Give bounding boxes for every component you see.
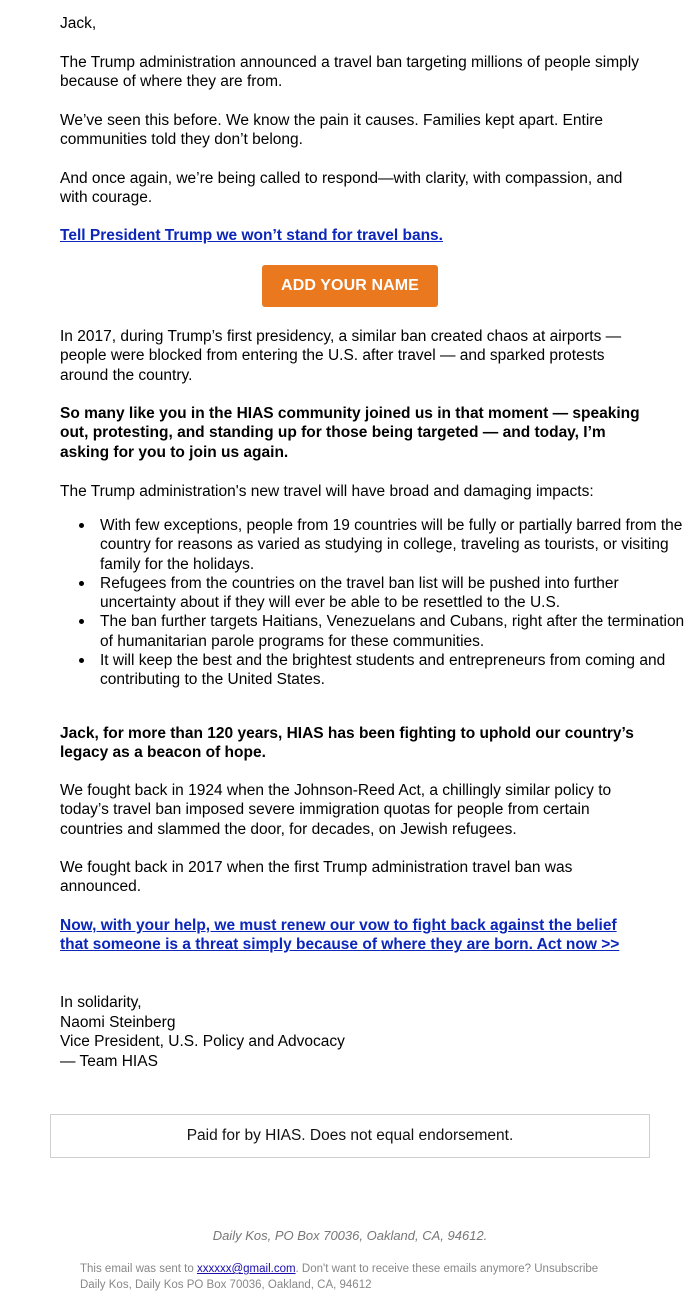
tell-president-link[interactable]: Tell President Trump we won’t stand for travel bans. (60, 227, 443, 244)
bullet-icon (79, 658, 84, 663)
list-item: Refugees from the countries on the travel ban list will be pushed into further uncertainty about if they will ever be able to be resettled to the U.S. (100, 574, 690, 613)
act-now-link[interactable]: Now, with your help, we must renew our vow to fight back against the belief that someone is a threat simply because of where they are born. Act now >> (60, 917, 620, 954)
list-item: It will keep the best and the brightest students and entrepreneurs from coming and contributing to the United States. (100, 651, 690, 690)
bullet-icon (79, 581, 84, 586)
signoff-closing: In solidarity, (60, 994, 142, 1011)
legacy-paragraph: Jack, for more than 120 years, HIAS has been fighting to uphold our country’s legacy as a beacon of hope. (60, 725, 634, 762)
list-item: The ban further targets Haitians, Venezuelans and Cubans, right after the termination of humanitarian parole programs for these communities. (100, 612, 690, 651)
intro-paragraph-1: The Trump administration announced a travel ban targeting millions of people simply because of where they are from. (60, 54, 639, 91)
community-paragraph: So many like you in the HIAS community joined us in that moment — speaking out, protesting, and standing up for those being targeted — and today, I’m asking for you to join us again. (60, 405, 640, 461)
cta-paragraph-2 (60, 916, 640, 955)
footer-address: Daily Kos, PO Box 70036, Oakland, CA, 94612. (212, 1228, 488, 1243)
paid-for-disclaimer: Paid for by HIAS. Does not equal endorsement. (50, 1114, 650, 1158)
signoff-name: Naomi Steinberg (60, 1013, 176, 1031)
greeting: Jack, (60, 15, 97, 32)
bullet-icon (79, 619, 84, 624)
fought-1924-paragraph: We fought back in 1924 when the Johnson-Reed Act, a chillingly similar policy to today’s travel ban imposed severe immigration quotas for people from certain countries and slammed the door, for decades, on Jewish refugees. (60, 782, 612, 838)
unsubscribe-text[interactable]: . Don't want to receive these emails anymore? Unsubscribe (295, 1263, 599, 1275)
add-your-name-button[interactable]: ADD YOUR NAME (262, 265, 438, 307)
signoff (60, 993, 345, 1072)
footer-notice (80, 1262, 650, 1293)
history-paragraph: In 2017, during Trump’s first presidency, a similar ban created chaos at airports — people were blocked from entering the U.S. after travel — and sparked protests around the country. (60, 328, 622, 384)
fought-2017-paragraph: We fought back in 2017 when the first Trump administration travel ban was announced. (60, 859, 573, 896)
signoff-team: — Team HIAS (60, 1053, 158, 1071)
recipient-email-link[interactable]: xxxxxx@gmail.com (196, 1263, 296, 1275)
sent-to-line: This email was sent to xxxxxx@gmail.com. Don't want to receive these emails anymore? Unsubscribe (80, 1263, 599, 1275)
intro-paragraph-3: And once again, we’re being called to respond—with clarity, with compassion, and with courage. (60, 170, 623, 207)
intro-paragraph-2: We’ve seen this before. We know the pain it causes. Families kept apart. Entire communities told they don’t belong. (60, 112, 604, 149)
signoff-title: Vice President, U.S. Policy and Advocacy (60, 1033, 345, 1051)
cta-paragraph-1 (60, 226, 640, 245)
impacts-intro: The Trump administration's new travel will have broad and damaging impacts: (60, 483, 594, 500)
footer-address-line: Daily Kos, Daily Kos PO Box 70036, Oakland, CA, 94612 (80, 1278, 372, 1291)
impacts-list (60, 516, 690, 690)
bullet-icon (79, 523, 84, 528)
list-item: With few exceptions, people from 19 countries will be fully or partially barred from the country for reasons as varied as studying in college, traveling as tourists, or visiting family for the holidays. (100, 516, 690, 574)
